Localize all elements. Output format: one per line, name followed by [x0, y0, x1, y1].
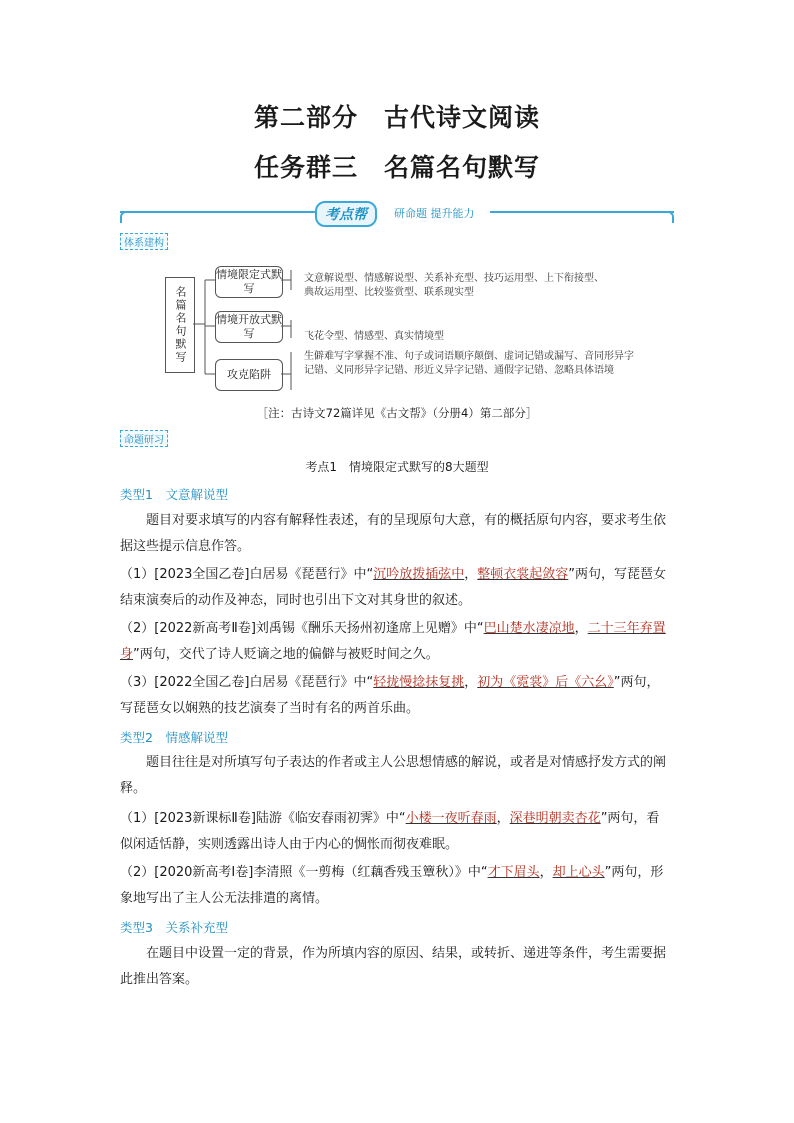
- type-1-intro: 题目对要求填写的内容有解释性表述，有的呈现原句大意，有的概括原句内容，要求考生依据这些提示信息作答。: [120, 513, 667, 554]
- diagram-note: ［注：古诗文72篇详见《古文帮》（分册4）第二部分］: [256, 406, 538, 420]
- answer-blank: 轻拢慢捻抹复挑: [373, 675, 465, 690]
- diagram-branch-2: 情境开放式默写: [215, 311, 283, 343]
- banner-subtitle: 研命题 提升能力: [394, 207, 475, 220]
- diagram-detail-1: 文意解说型、情感解说型、关系补充型、技巧运用型、上下衔接型、典故运用型、比较鉴赏型、联系现实型: [304, 273, 604, 298]
- question-1-1: （1）[2023全国乙卷]白居易《琵琶行》中“沉吟放拨插弦中，整顿衣裳起敛容”两句，写琵琶女结束演奏后的动作及神态，同时也引出下文对其身世的叙述。: [120, 567, 667, 608]
- diagram-detail-3: 生僻难写字掌握不准、句子或词语顺序颠倒、虚词记错或漏写、音同形异字记错、义同形异字记错、形近义异字记错、通假字记错、忽略具体语境: [304, 351, 634, 376]
- banner-corner-right: [664, 211, 674, 223]
- banner-corner-left: [120, 211, 130, 223]
- answer-blank: 二十三年弃置身: [120, 621, 666, 662]
- question-2-2: （2）[2020新高考Ⅰ卷]李清照《一剪梅（红藕香残玉簟秋）》中“才下眉头，却上心头”两句，形象地写出了主人公无法排遣的离情。: [120, 865, 664, 906]
- task-title: 任务群三 名篇名句默写: [253, 153, 540, 182]
- question-1-2: （2）[2022新高考Ⅱ卷]刘禹锡《酬乐天扬州初逢席上见赠》中“巴山楚水凄凉地，二十三年弃置身”两句，交代了诗人贬谪之地的偏僻与被贬时间之久。: [120, 621, 666, 662]
- section-title: 考点1 情境限定式默写的8大题型: [305, 460, 489, 474]
- diagram-branch-3: 攻克陷阱: [215, 359, 283, 391]
- answer-blank: 深巷明朝卖杏花: [509, 811, 601, 826]
- answer-blank: 初为《霓裳》后《六幺》: [477, 675, 614, 690]
- type-2-heading: 类型2 情感解说型: [120, 730, 228, 745]
- type-2-intro: 题目往往是对所填写句子表达的作者或主人公思想情感的解说，或者是对情感抒发方式的阐释。: [120, 755, 667, 796]
- type-1-heading: 类型1 文意解说型: [120, 487, 228, 502]
- diagram-root: 名篇名句默写: [165, 277, 195, 373]
- banner-line-right: [490, 211, 674, 213]
- banner-badge: 考点帮: [315, 201, 377, 227]
- type-3-heading: 类型3 关系补充型: [120, 920, 228, 935]
- answer-blank: 整顿衣裳起敛容: [477, 567, 569, 582]
- question-2-1: （1）[2023新课标Ⅱ卷]陆游《临安春雨初霁》中“小楼一夜听春雨，深巷明朝卖杏花”两句，看似闲适恬静，实则透露出诗人由于内心的惆怅而彻夜难眠。: [120, 811, 660, 852]
- system-tag: 体系建构: [120, 233, 168, 250]
- diagram-branch-1: 情境限定式默写: [215, 266, 283, 298]
- answer-blank: 巴山楚水凄凉地: [483, 621, 575, 636]
- answer-blank: 小楼一夜听春雨: [405, 811, 497, 826]
- banner-line-left: [120, 211, 315, 213]
- question-1-3: （3）[2022全国乙卷]白居易《琵琶行》中“轻拢慢捻抹复挑，初为《霓裳》后《六幺》”两句，写琵琶女以娴熟的技艺演奏了当时有名的两首乐曲。: [120, 675, 660, 716]
- answer-blank: 却上心头: [552, 865, 605, 880]
- diagram-detail-2: 飞花令型、情感型、真实情境型: [304, 331, 444, 342]
- answer-blank: 才下眉头: [487, 865, 540, 880]
- answer-blank: 沉吟放拨插弦中: [373, 567, 465, 582]
- research-tag: 命题研习: [120, 430, 168, 447]
- part-title: 第二部分 古代诗文阅读: [253, 103, 540, 132]
- type-3-intro: 在题目中设置一定的背景，作为所填内容的原因、结果，或转折、递进等条件，考生需要据此推出答案。: [120, 946, 667, 987]
